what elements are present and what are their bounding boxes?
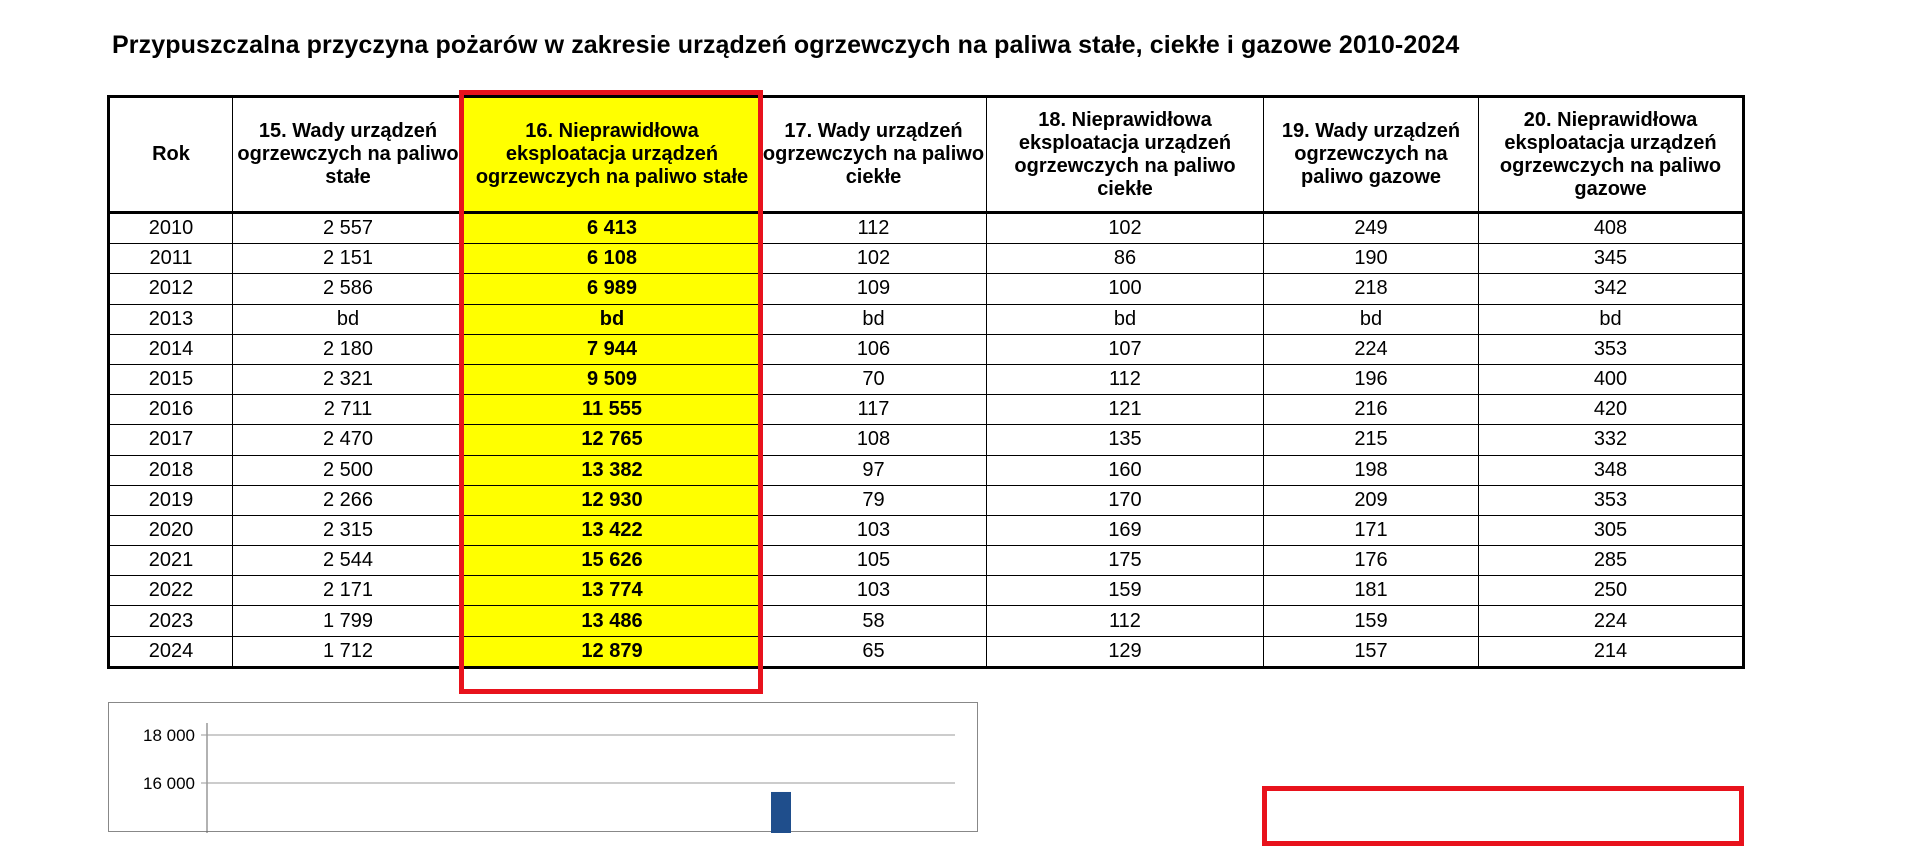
year-cell: 2023 <box>109 606 233 636</box>
value-cell: 6 989 <box>464 274 761 304</box>
column-header: 17. Wady urządzeń ogrzewczych na paliwo ciekłe <box>761 97 987 213</box>
annotation-frame <box>1262 786 1744 846</box>
year-cell: 2024 <box>109 636 233 667</box>
value-cell: 7 944 <box>464 334 761 364</box>
value-cell: 2 315 <box>233 515 464 545</box>
value-cell: 97 <box>761 455 987 485</box>
value-cell: 169 <box>987 515 1264 545</box>
year-cell: 2022 <box>109 576 233 606</box>
value-cell: 106 <box>761 334 987 364</box>
column-header: Rok <box>109 97 233 213</box>
value-cell: 2 171 <box>233 576 464 606</box>
value-cell: 102 <box>761 244 987 274</box>
value-cell: 112 <box>987 364 1264 394</box>
value-cell: 58 <box>761 606 987 636</box>
value-cell: 65 <box>761 636 987 667</box>
bar <box>771 792 791 833</box>
year-cell: 2014 <box>109 334 233 364</box>
table-row <box>109 334 1744 364</box>
value-cell: 1 799 <box>233 606 464 636</box>
table-row <box>109 213 1744 244</box>
year-cell: 2017 <box>109 425 233 455</box>
value-cell: bd <box>761 304 987 334</box>
y-tick-label: 16 000 <box>143 774 195 793</box>
value-cell: 209 <box>1264 485 1479 515</box>
value-cell: 157 <box>1264 636 1479 667</box>
value-cell: 129 <box>987 636 1264 667</box>
year-cell: 2011 <box>109 244 233 274</box>
table-row <box>109 425 1744 455</box>
value-cell: 105 <box>761 546 987 576</box>
value-cell: 6 413 <box>464 213 761 244</box>
bar-chart <box>108 702 978 832</box>
value-cell: 112 <box>761 213 987 244</box>
table-row <box>109 274 1744 304</box>
year-cell: 2021 <box>109 546 233 576</box>
value-cell: 107 <box>987 334 1264 364</box>
value-cell: bd <box>1479 304 1744 334</box>
value-cell: 12 930 <box>464 485 761 515</box>
value-cell: 160 <box>987 455 1264 485</box>
table-row <box>109 515 1744 545</box>
table-header-row <box>109 97 1744 213</box>
column-header: 16. Nieprawidłowa eksploatacja urządzeń ogrzewczych na paliwo stałe <box>464 97 761 213</box>
value-cell: 2 544 <box>233 546 464 576</box>
value-cell: bd <box>1264 304 1479 334</box>
table-body <box>109 213 1744 668</box>
column-header: 19. Wady urządzeń ogrzewczych na paliwo gazowe <box>1264 97 1479 213</box>
value-cell: 12 765 <box>464 425 761 455</box>
value-cell: 79 <box>761 485 987 515</box>
value-cell: 305 <box>1479 515 1744 545</box>
chart-canvas <box>109 703 979 833</box>
value-cell: bd <box>233 304 464 334</box>
column-header: 20. Nieprawidłowa eksploatacja urządzeń ogrzewczych na paliwo gazowe <box>1479 97 1744 213</box>
value-cell: 332 <box>1479 425 1744 455</box>
value-cell: 198 <box>1264 455 1479 485</box>
year-cell: 2013 <box>109 304 233 334</box>
value-cell: 13 382 <box>464 455 761 485</box>
value-cell: 117 <box>761 395 987 425</box>
value-cell: 215 <box>1264 425 1479 455</box>
table-row <box>109 395 1744 425</box>
value-cell: 348 <box>1479 455 1744 485</box>
value-cell: 196 <box>1264 364 1479 394</box>
value-cell: 1 712 <box>233 636 464 667</box>
value-cell: 13 486 <box>464 606 761 636</box>
table-row <box>109 485 1744 515</box>
year-cell: 2012 <box>109 274 233 304</box>
value-cell: 224 <box>1479 606 1744 636</box>
value-cell: 109 <box>761 274 987 304</box>
value-cell: 86 <box>987 244 1264 274</box>
table-row <box>109 244 1744 274</box>
value-cell: 2 586 <box>233 274 464 304</box>
value-cell: 420 <box>1479 395 1744 425</box>
value-cell: 13 422 <box>464 515 761 545</box>
value-cell: 121 <box>987 395 1264 425</box>
value-cell: 175 <box>987 546 1264 576</box>
year-cell: 2016 <box>109 395 233 425</box>
year-cell: 2010 <box>109 213 233 244</box>
value-cell: bd <box>987 304 1264 334</box>
table-row <box>109 304 1744 334</box>
value-cell: 214 <box>1479 636 1744 667</box>
table-row <box>109 364 1744 394</box>
value-cell: 342 <box>1479 274 1744 304</box>
value-cell: 159 <box>987 576 1264 606</box>
value-cell: 112 <box>987 606 1264 636</box>
value-cell: 408 <box>1479 213 1744 244</box>
year-cell: 2019 <box>109 485 233 515</box>
value-cell: 171 <box>1264 515 1479 545</box>
value-cell: 100 <box>987 274 1264 304</box>
value-cell: 353 <box>1479 334 1744 364</box>
value-cell: 224 <box>1264 334 1479 364</box>
value-cell: 159 <box>1264 606 1479 636</box>
value-cell: 70 <box>761 364 987 394</box>
value-cell: 135 <box>987 425 1264 455</box>
column-header: 18. Nieprawidłowa eksploatacja urządzeń ogrzewczych na paliwo ciekłe <box>987 97 1264 213</box>
year-cell: 2018 <box>109 455 233 485</box>
value-cell: 2 557 <box>233 213 464 244</box>
value-cell: 2 711 <box>233 395 464 425</box>
value-cell: 250 <box>1479 576 1744 606</box>
value-cell: 108 <box>761 425 987 455</box>
value-cell: 353 <box>1479 485 1744 515</box>
value-cell: 190 <box>1264 244 1479 274</box>
table-row <box>109 576 1744 606</box>
value-cell: 2 321 <box>233 364 464 394</box>
value-cell: 249 <box>1264 213 1479 244</box>
table-row <box>109 636 1744 667</box>
value-cell: 103 <box>761 576 987 606</box>
y-tick-label: 18 000 <box>143 726 195 745</box>
value-cell: 9 509 <box>464 364 761 394</box>
table-row <box>109 606 1744 636</box>
value-cell: 2 266 <box>233 485 464 515</box>
table-row <box>109 455 1744 485</box>
value-cell: 181 <box>1264 576 1479 606</box>
value-cell: 2 151 <box>233 244 464 274</box>
value-cell: 285 <box>1479 546 1744 576</box>
value-cell: 170 <box>987 485 1264 515</box>
value-cell: 2 500 <box>233 455 464 485</box>
year-cell: 2020 <box>109 515 233 545</box>
value-cell: 11 555 <box>464 395 761 425</box>
year-cell: 2015 <box>109 364 233 394</box>
value-cell: 400 <box>1479 364 1744 394</box>
page-title: Przypuszczalna przyczyna pożarów w zakresie urządzeń ogrzewczych na paliwa stałe, ciekłe i gazowe 2010-2024 <box>112 31 1460 59</box>
value-cell: 216 <box>1264 395 1479 425</box>
value-cell: 2 470 <box>233 425 464 455</box>
value-cell: 102 <box>987 213 1264 244</box>
value-cell: 12 879 <box>464 636 761 667</box>
value-cell: 345 <box>1479 244 1744 274</box>
value-cell: 103 <box>761 515 987 545</box>
value-cell: bd <box>464 304 761 334</box>
value-cell: 15 626 <box>464 546 761 576</box>
value-cell: 2 180 <box>233 334 464 364</box>
value-cell: 13 774 <box>464 576 761 606</box>
value-cell: 6 108 <box>464 244 761 274</box>
table-row <box>109 546 1744 576</box>
value-cell: 176 <box>1264 546 1479 576</box>
column-header: 15. Wady urządzeń ogrzewczych na paliwo stałe <box>233 97 464 213</box>
fire-causes-table <box>107 95 1745 669</box>
value-cell: 218 <box>1264 274 1479 304</box>
